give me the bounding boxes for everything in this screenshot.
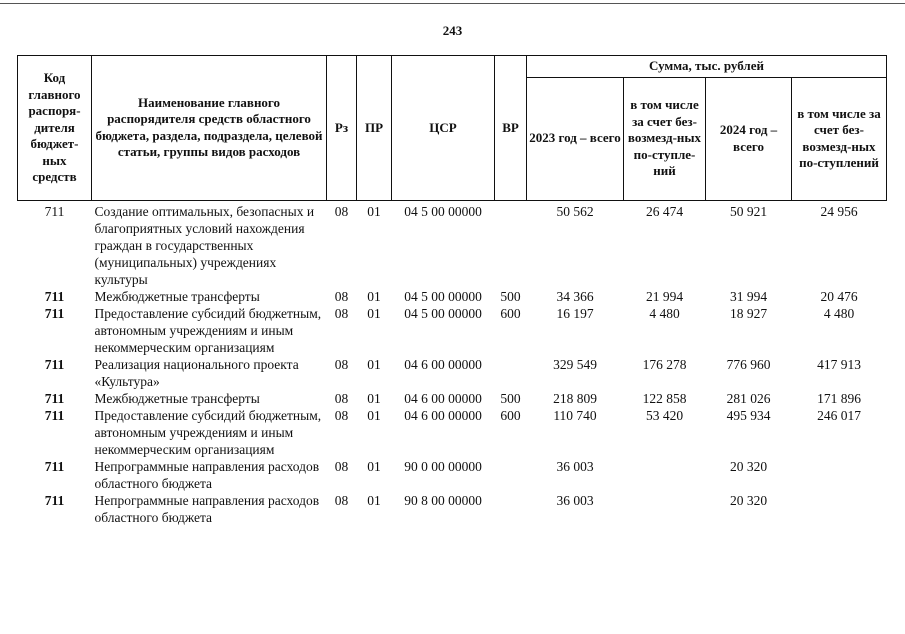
cell-csr: 04 5 00 00000 — [404, 288, 482, 304]
cell-y2024-free: 417 913 — [817, 356, 861, 372]
cell-y2023: 36 003 — [556, 458, 594, 474]
cell-y2023-free: 53 420 — [645, 407, 684, 423]
cell-csr: 04 5 00 00000 — [404, 305, 482, 321]
header-2023-free: в том числе за счет без-возмезд-ных по-ступле-ний — [624, 77, 706, 200]
cell-name: Предоставление субсидий бюджетным, автономным учреждениям и иным некоммерческим организациям — [94, 305, 322, 355]
cell-y2023-free: 122 858 — [642, 390, 687, 406]
cell-y2023-free: 21 994 — [645, 288, 684, 304]
table-row — [18, 390, 887, 407]
cell-code: 711 — [44, 390, 65, 406]
table-body — [18, 200, 887, 526]
cell-y2024: 18 927 — [729, 305, 768, 321]
cell-y2024: 20 320 — [729, 492, 768, 508]
table-row — [18, 305, 887, 356]
cell-y2023-free: 4 480 — [649, 305, 680, 321]
cell-csr: 04 6 00 00000 — [404, 407, 482, 423]
cell-vr: 600 — [500, 407, 521, 423]
cell-y2024-free — [792, 458, 887, 492]
cell-name: Реализация национального проекта «Культура» — [94, 356, 299, 389]
cell-pr: 01 — [367, 305, 381, 321]
cell-vr: 500 — [500, 390, 521, 406]
cell-y2024-free — [792, 492, 887, 526]
cell-code: 711 — [44, 407, 65, 423]
header-sum-group: Сумма, тыс. рублей — [527, 56, 887, 78]
cell-rz: 08 — [334, 356, 349, 372]
cell-y2023: 50 562 — [556, 203, 594, 219]
cell-pr: 01 — [367, 390, 381, 406]
cell-name: Создание оптимальных, безопасных и благоприятных условий нахождения граждан в государственных (муниципальных) учреждениях культуры — [94, 203, 315, 287]
cell-rz: 08 — [334, 458, 349, 474]
cell-csr: 04 6 00 00000 — [404, 356, 482, 372]
cell-name: Непрограммные направления расходов областного бюджета — [94, 492, 320, 525]
cell-rz: 08 — [334, 390, 349, 406]
page-number: 243 — [442, 23, 463, 38]
table-row — [18, 458, 887, 492]
cell-y2023-free: 26 474 — [645, 203, 684, 219]
header-csr: ЦСР — [392, 56, 495, 201]
cell-y2024: 495 934 — [726, 407, 771, 423]
cell-pr: 01 — [367, 492, 381, 508]
header-2024-total: 2024 год – всего — [706, 77, 792, 200]
cell-pr: 01 — [367, 203, 381, 219]
cell-pr: 01 — [367, 356, 381, 372]
cell-name: Межбюджетные трансферты — [94, 288, 260, 304]
cell-y2024: 31 994 — [729, 288, 768, 304]
cell-y2024-free: 24 956 — [820, 203, 858, 219]
cell-code: 711 — [44, 305, 65, 321]
table-row — [18, 288, 887, 305]
cell-y2023: 16 197 — [556, 305, 594, 321]
cell-name: Межбюджетные трансферты — [94, 390, 260, 406]
cell-code: 711 — [44, 203, 65, 219]
cell-code: 711 — [44, 492, 65, 508]
header-pr: ПР — [357, 56, 392, 201]
cell-y2024-free: 20 476 — [820, 288, 858, 304]
cell-y2024: 776 960 — [726, 356, 771, 372]
cell-name: Предоставление субсидий бюджетным, автономным учреждениям и иным некоммерческим организациям — [94, 407, 322, 457]
cell-rz: 08 — [334, 492, 349, 508]
cell-csr: 90 0 00 00000 — [404, 458, 482, 474]
top-rule — [0, 3, 905, 4]
cell-csr: 04 5 00 00000 — [404, 203, 482, 219]
header-2024-free: в том числе за счет без-возмезд-ных по-ступлений — [792, 77, 887, 200]
cell-vr: 600 — [500, 305, 521, 321]
cell-y2023: 110 740 — [553, 407, 597, 423]
cell-y2024-free: 246 017 — [817, 407, 861, 423]
header-code: Код главного распоря-дителя бюджет-ных средств — [18, 56, 92, 201]
table-row — [18, 356, 887, 390]
cell-code: 711 — [44, 458, 65, 474]
header-rz: Рз — [327, 56, 357, 201]
cell-csr: 90 8 00 00000 — [404, 492, 482, 508]
header-name: Наименование главного распорядителя средств областного бюджета, раздела, подраздела, целевой статьи, группы видов расходов — [92, 56, 327, 201]
budget-table — [17, 55, 887, 526]
cell-name: Непрограммные направления расходов областного бюджета — [94, 458, 320, 491]
cell-y2024: 281 026 — [726, 390, 771, 406]
cell-vr — [495, 200, 527, 288]
cell-rz: 08 — [334, 288, 349, 304]
cell-y2023-free — [624, 492, 706, 526]
header-vr: ВР — [495, 56, 527, 201]
cell-csr: 04 6 00 00000 — [404, 390, 482, 406]
cell-pr: 01 — [367, 458, 381, 474]
table-row — [18, 200, 887, 288]
cell-y2023: 218 809 — [553, 390, 597, 406]
cell-y2023: 329 549 — [553, 356, 597, 372]
cell-y2024: 20 320 — [729, 458, 768, 474]
table-row — [18, 492, 887, 526]
cell-y2023-free: 176 278 — [642, 356, 687, 372]
cell-rz: 08 — [334, 305, 349, 321]
cell-vr: 500 — [500, 288, 521, 304]
table-header — [18, 56, 887, 201]
cell-rz: 08 — [334, 407, 349, 423]
cell-pr: 01 — [367, 407, 381, 423]
table-row — [18, 407, 887, 458]
cell-vr — [495, 458, 527, 492]
cell-rz: 08 — [334, 203, 349, 219]
cell-code: 711 — [44, 356, 65, 372]
cell-vr — [495, 356, 527, 390]
cell-code: 711 — [44, 288, 65, 304]
cell-pr: 01 — [367, 288, 381, 304]
cell-y2023-free — [624, 458, 706, 492]
cell-y2024-free: 4 480 — [823, 305, 855, 321]
cell-y2023: 36 003 — [556, 492, 594, 508]
cell-y2024-free: 171 896 — [817, 390, 861, 406]
cell-y2024: 50 921 — [729, 203, 768, 219]
cell-vr — [495, 492, 527, 526]
cell-y2023: 34 366 — [556, 288, 594, 304]
header-2023-total: 2023 год – всего — [527, 77, 624, 200]
